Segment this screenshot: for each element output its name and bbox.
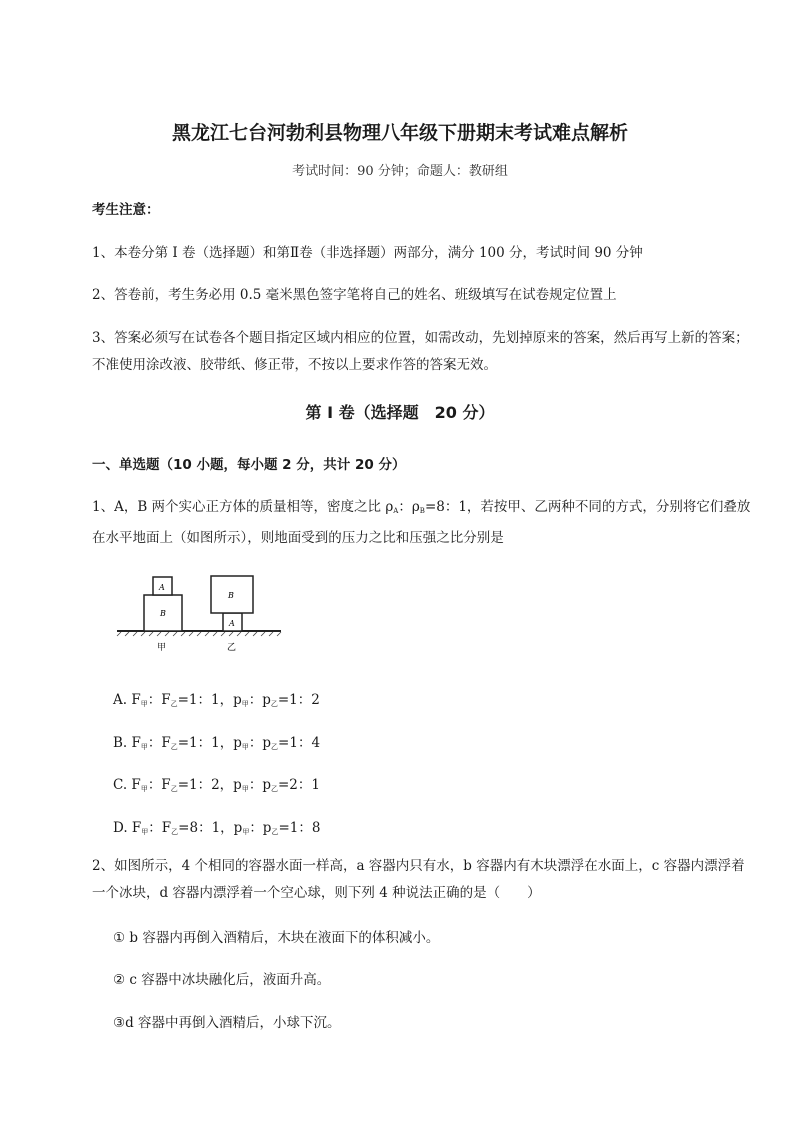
notice-item-3: 3、答案必须写在试卷各个题目指定区域内相应的位置，如需改动，先划掉原来的答案，然后再写上新的答案；不准使用涂改液、胶带纸、修正带，不按以上要求作答的答案无效。 — [92, 330, 749, 373]
notice-item-2: 2、答卷前，考生务必用 0.5 毫米黑色签字笔将自己的姓名、班级填写在试卷规定位置上 — [92, 287, 617, 303]
option-b[interactable]: B. $F_甲$：$F_乙=1$：1，$p_甲$：$p_乙=1$：4 — [113, 735, 321, 751]
question-2-text: 2、如图所示，4 个相同的容器水面一样高，a 容器内只有水，b 容器内有木块漂浮在水面上，c 容器内漂浮着一个冰块，d 容器内漂浮着一个空心球，则下列 4 种说法正确的是（ ） — [92, 858, 745, 901]
block-b-label-yi: B — [228, 591, 234, 600]
question-1-text: 1、A，B 两个实心正方体的质量相等，密度之比 $\rho_A$：$\rho_B=8$：1，若按甲、乙两种不同的方式，分别将它们叠放在水平地面上（如图所示），则地面受到的压力之比和压强之比分别是 — [92, 499, 751, 546]
page-title: 黑龙江七台河勃利县物理八年级下册期末考试难点解析 — [171, 122, 628, 144]
notice-item-1: 1、本卷分第 I 卷（选择题）和第Ⅱ卷（非选择题）两部分，满分 100 分，考试时间 90 分钟 — [92, 245, 643, 261]
statement-2: ② c 容器中冰块融化后，液面升高。 — [113, 972, 331, 988]
part-heading: 一、单选题（10 小题，每小题 2 分，共计 20 分） — [92, 457, 406, 473]
block-b-label-jia: B — [160, 609, 166, 618]
figure-label-jia: 甲 — [157, 643, 167, 653]
figure-label-yi: 乙 — [227, 643, 237, 653]
statement-1: ① b 容器内再倒入酒精后，木块在液面下的体积减小。 — [113, 930, 440, 946]
statement-3: ③d 容器中再倒入酒精后，小球下沉。 — [113, 1015, 341, 1031]
notice-heading: 考生注意： — [92, 202, 160, 218]
option-c[interactable]: C. $F_甲$：$F_乙=1$：2，$p_甲$：$p_乙=2$：1 — [113, 777, 320, 793]
block-a-label-yi: A — [229, 619, 235, 628]
option-a[interactable]: A. $F_甲$：$F_乙=1$：1，$p_甲$：$p_乙=1$：2 — [113, 692, 320, 708]
block-a-label-jia: A — [159, 583, 165, 592]
section-title: 第 I 卷（选择题 20 分） — [305, 403, 495, 422]
option-d[interactable]: D. $F_甲$：$F_乙=8$：1，$p_甲$：$p_乙=1$：8 — [113, 820, 321, 836]
exam-info: 考试时间：90 分钟；命题人：教研组 — [292, 164, 508, 179]
question-1-figure — [115, 570, 285, 654]
